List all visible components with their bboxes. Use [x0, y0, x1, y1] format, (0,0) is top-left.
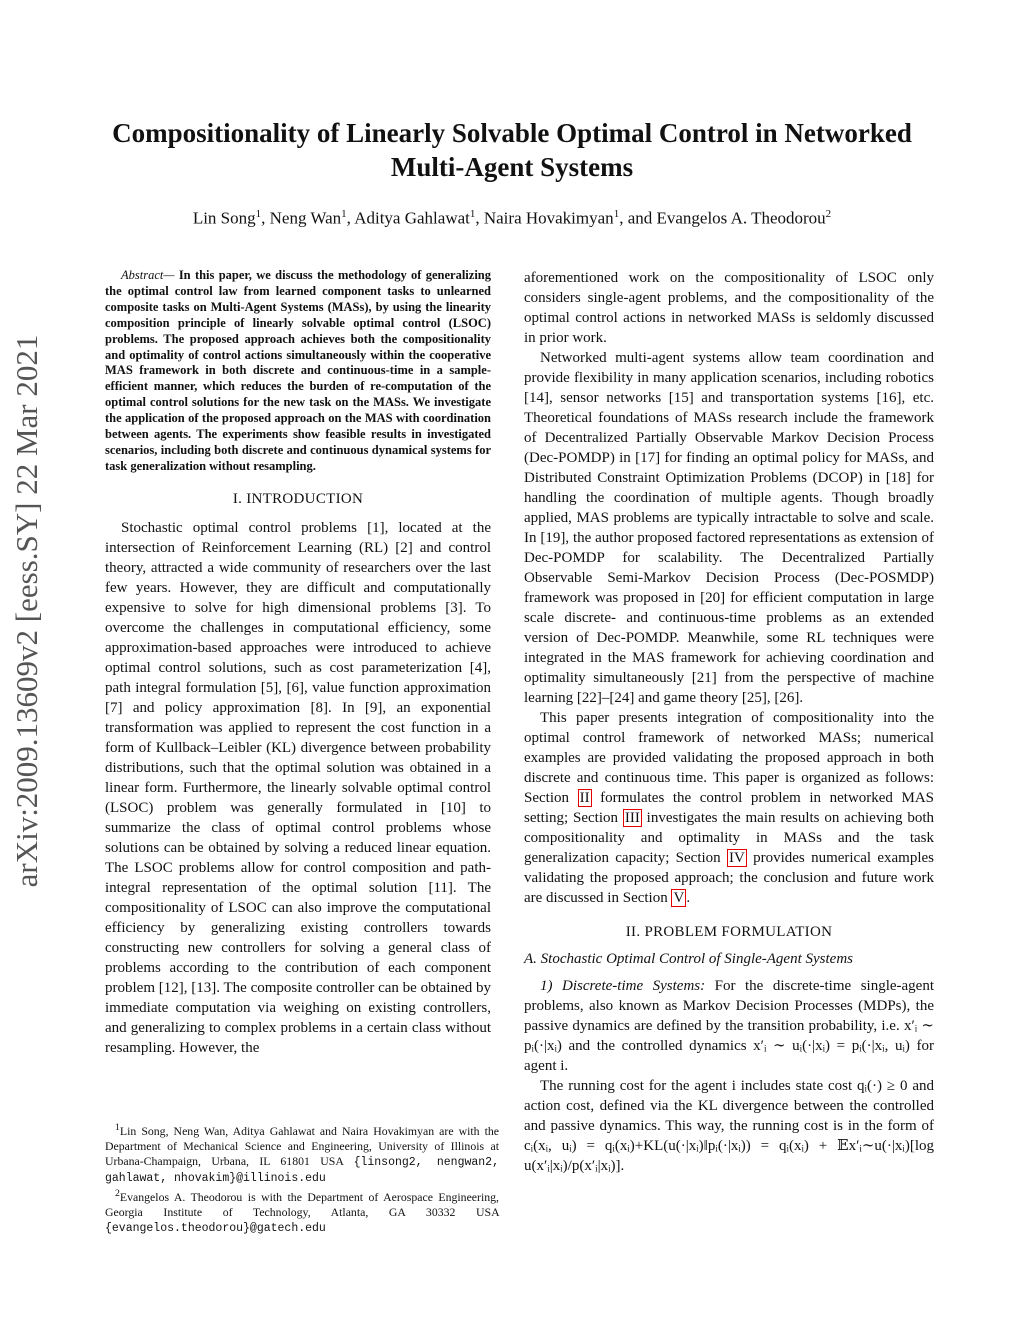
arxiv-identifier: arXiv:2009.13609v2 [eess.SY] 22 Mar 2021	[9, 334, 44, 888]
section-link[interactable]: II	[579, 790, 590, 806]
footnote-2: $^2$Evangelos A. Theodorou is with the Department of Aerospace Engineering, Georgia Institute of Technology, Atlanta, GA 30332 USA {evangelos.theodorou}@gatech.edu	[105, 1187, 499, 1235]
author-name: Evangelos A. Theodorou	[656, 208, 826, 228]
paper-title: Compositionality of Linearly Solvable Optimal Control in Networked Multi-Agent Systems	[112, 118, 912, 182]
section-link[interactable]: IV	[728, 850, 745, 866]
left-column	[105, 268, 491, 1058]
body-paragraph: Networked multi-agent systems allow team coordination and provide flexibility in many application scenarios, including robotics [14], sensor networks [15] and transportation systems [16], etc. Theoretical foundations of MASs research include the framework of Decentralized Partially Observable Markov Decision Process (Dec-POMDP) in [17] for finding an optimal policy for MASs, and Distributed Constraint Optimization Problems (DCOP) in [18] for handling the coordination of multiple agents. Though broadly applied, MAS problems are typically intractable to solve and scale. In [19], the author proposed factored representations as extension of Dec-POMDP for scalability. The Decentralized Partially Observable Semi-Markov Decision Process (Dec-POSMDP) framework was proposed in [20] for efficient computation in large scale discrete- and continuous-time problems as an extended version of Dec-POMDP. Meanwhile, some RL techniques were integrated in the MAS framework for achieving coordination and optimality simultaneously [21] from the perspective of machine learning [22]–[24] and game theory [25], [26].	[524, 350, 934, 706]
affiliation-mark: 1	[341, 208, 347, 220]
author-name: Aditya Gahlawat	[354, 208, 470, 228]
author-name: Lin Song	[192, 208, 256, 228]
email-list[interactable]: {evangelos.theodorou}@gatech.edu	[105, 1221, 326, 1235]
author-name: Neng Wan	[269, 208, 342, 228]
abstract-label: Abstract	[121, 268, 164, 282]
subsection-heading: A. Stochastic Optimal Control of Single-Agent Systems	[524, 951, 853, 967]
abstract: Abstract— In this paper, we discuss the methodology of generalizing the optimal control law from learned component tasks to unlearned composite tasks on Multi-Agent Systems (MASs), by using the linearity composition principle of linearly solvable optimal control (LSOC) problems. The proposed approach achieves both the compositionality and optimality of control actions simultaneously within the cooperative MAS framework in both discrete and continuous-time in a sample-efficient manner, which reduces the burden of re-computation of the optimal control solutions for the new task on the MASs. We investigate the application of the proposed approach on the MAS with coordination between agents. The experiments show feasible results in investigated scenarios, including both discrete and continuous dynamical systems for task generalization without resampling.	[105, 268, 492, 473]
section-heading: II. PROBLEM FORMULATION	[625, 924, 833, 940]
affiliation-mark: 1	[613, 208, 620, 220]
paragraph-lead: 1) Discrete-time Systems:	[540, 978, 706, 994]
body-paragraph: The running cost for the agent i includes state cost qᵢ(·) ≥ 0 and action cost, defined via the KL divergence between the controlled and passive dynamics. This way, the running cost is in the form of cᵢ(xᵢ, uᵢ) = qᵢ(xᵢ)+KL(u(·|xᵢ)‖pᵢ(·|xᵢ)) = qᵢ(xᵢ) + 𝔼x′ᵢ∼u(·|xᵢ)[log u(x′ᵢ|xᵢ)/p(x′ᵢ|xᵢ)].	[524, 1078, 934, 1174]
intro-paragraph: Stochastic optimal control problems [1], located at the intersection of Reinforcement Learning (RL) [2] and control theory, attracted a wide community of researchers over the last few years. However, they are difficult and computationally expensive to solve for high dimensional problems [3]. To overcome the challenges in computational efficiency, some approximation-based approaches were introduced to achieve optimal control solutions, such as cost parameterization [4], path integral formulation [5], [6], value function approximation [7] and policy approximation [8]. In [9], an exponential transformation was applied to represent the cost function in a form of Kullback–Leibler (KL) divergence between probability distributions, such that the optimal solution was obtained in a linear form. Furthermore, the linearly solvable optimal control (LSOC) problem was generally formulated in [10] to summarize the class of optimal control problems whose solutions can be obtained by solving a reduced linear equation. The LSOC problems allow for control composition and path-integral representation of the optimal solution [11]. The compositionality of LSOC can also improve the computational efficiency by generalizing existing controllers towards constructing new controllers for solving a general class of problems according to the contribution of each component problem [12], [13]. The composite controller can be obtained by immediate computation via weighing on existing controllers, and generalizing to complex problems in a certain class without resampling. However, the	[105, 519, 491, 1056]
body-paragraph: aforementioned work on the compositionality of LSOC only considers single-agent problems, and the compositionality of the optimal control actions in networked MASs is seldomly discussed in prior work.	[524, 270, 934, 346]
section-link[interactable]: III	[624, 810, 640, 826]
body-paragraph: This paper presents integration of compositionality into the optimal control framework of networked MASs; numerical examples are provided validating the proposed approach in both discrete and continuous time. This paper is organized as follows: Section II formulates the control problem in networked MAS setting; Section III investigates the main results on achieving both compositionality and optimality in MASs and the task generalization capacity; Section IV provides numerical examples validating the proposed approach; the conclusion and future work are discussed in Section V .	[524, 710, 935, 906]
abstract-text: In this paper, we discuss the methodology of generalizing the optimal control law from learned component tasks to unlearned composite tasks on Multi-Agent Systems (MASs), by using the linearity composition principle of linearly solvable optimal control (LSOC) problems. The proposed approach achieves both the compositionality and optimality of control actions simultaneously within the cooperative MAS framework in both discrete and continuous-time in a sample-efficient manner, which reduces the burden of re-computation of the optimal control solutions for the new task on the MASs. We investigate the application of the proposed approach on the MAS with coordination between agents. The experiments show feasible results in investigated scenarios, including both discrete and continuous dynamical systems for task generalization without resampling.	[105, 268, 492, 473]
author-name: Naira Hovakimyan	[483, 208, 614, 228]
affiliation-mark: 1	[255, 208, 262, 220]
section-heading: I. INTRODUCTION	[232, 490, 364, 507]
affiliation-mark: 1	[469, 208, 476, 220]
email-list[interactable]: {linsong2, nengwan2, gahlawat, nhovakim}@illinois.edu	[105, 1155, 499, 1185]
section-link[interactable]: V	[673, 890, 685, 906]
footnote-1: $^1$Lin Song, Neng Wan, Aditya Gahlawat and Naira Hovakimyan are with the Department of Mechanical Science and Engineering, University of Illinois at Urbana-Champaign, Urbana, IL 61801 USA {linsong2, nengwan2, gahlawat, nhovakim}@illinois.edu	[105, 1122, 499, 1185]
author-list: Lin Song$^1$, Neng Wan$^1$, Aditya Gahlawat$^1$, Naira Hovakimyan$^1$, and Evangelos A. Theodorou$^2$	[192, 208, 832, 228]
footnotes	[105, 1120, 499, 1236]
body-paragraph: 1) Discrete-time Systems: For the discrete-time single-agent problems, also known as Markov Decision Processes (MDPs), the passive dynamics are defined by the transition probability, i.e. x′ᵢ ∼ pᵢ(·|xᵢ) and the controlled dynamics x′ᵢ ∼ uᵢ(·|xᵢ) = pᵢ(·|xᵢ, uᵢ) for agent i.	[524, 978, 935, 1074]
affiliation-mark: 2	[825, 208, 832, 220]
right-column	[524, 268, 934, 1176]
